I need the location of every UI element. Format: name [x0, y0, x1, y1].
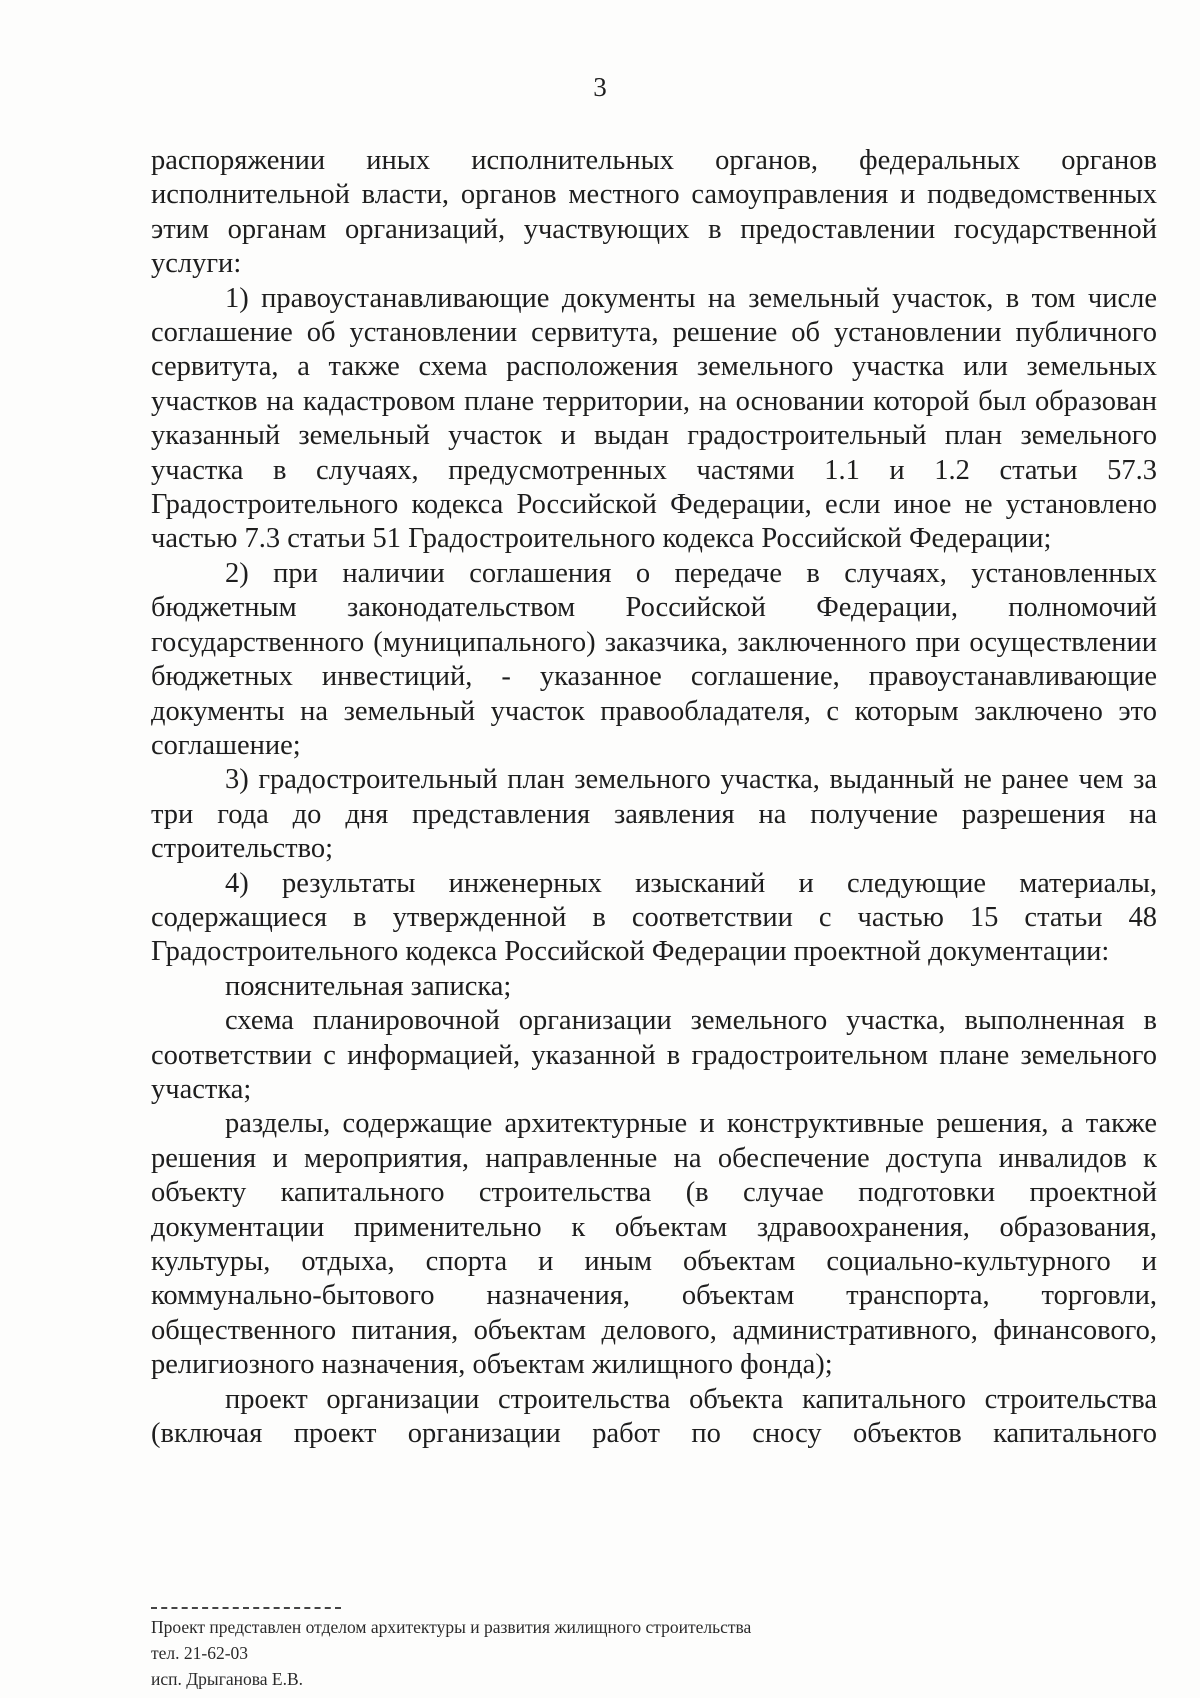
footnote-separator [151, 1607, 341, 1609]
sub-item-architectural-sections: разделы, содержащие архитектурные и конструктивные решения, а также решения и мероприятия, направленные на обеспечение доступа инвалидов к объекту капитального строительства (в случае подготовки проектной документации применительно к объектам здравоохранения, образования, культуры, отдыха, спорта и иным объектам социально-культурного и коммунально-бытового назначения, объектам транспорта, торговли, общественного питания, объектам делового, административного, финансового, религиозного назначения, объектам жилищного фонда); [151, 1108, 1157, 1381]
footnote-phone: тел. 21-62-03 [151, 1643, 249, 1663]
list-item-4: 4) результаты инженерных изысканий и следующие материалы, содержащиеся в утвержденной в соответствии с частью 15 статьи 48 Градостроительного кодекса Российской Федерации проектной документации: [151, 867, 1157, 968]
sub-item-construction-project: проект организации строительства объекта капитального строительства (включая проект организации работ по сносу объектов капитального [151, 1383, 1157, 1450]
list-item-3: 3) градостроительный план земельного участка, выданный не ранее чем за три года до дня представления заявления на получение разрешения на строительство; [151, 764, 1157, 865]
footnote [151, 1614, 1051, 1692]
page-number: 3 [593, 72, 607, 102]
sub-item-explanatory-note: пояснительная записка; [225, 970, 512, 1002]
document-body [151, 144, 1157, 1451]
list-item-1: 1) правоустанавливающие документы на земельный участок, в том числе соглашение об установлении сервитута, решение об установлении публичного сервитута, а также схема расположения земельного участка или земельных участков на кадастровом плане территории, на основании которой был образован указанный земельный участок и выдан градостроительный план земельного участка в случаях, предусмотренных частями 1.1 и 1.2 статьи 57.3 Градостроительного кодекса Российской Федерации, если иное не установлено частью 7.3 статьи 51 Градостроительного кодекса Российской Федерации; [151, 282, 1157, 555]
paragraph-continuation: распоряжении иных исполнительных органов, федеральных органов исполнительной власти, органов местного самоуправления и подведомственных этим органам организаций, участвующих в предоставлении государственной услуги: [151, 145, 1157, 280]
footnote-executor: исп. Дрыганова Е.В. [151, 1669, 304, 1689]
footnote-department: Проект представлен отделом архитектуры и развития жилищного строительства [151, 1617, 752, 1637]
list-item-2: 2) при наличии соглашения о передаче в случаях, установленных бюджетным законодательством Российской Федерации, полномочий государственного (муниципального) заказчика, заключенного при осуществлении бюджетных инвестиций, - указанное соглашение, правоустанавливающие документы на земельный участок правообладателя, с которым заключено это соглашение; [151, 557, 1157, 761]
sub-item-site-plan-scheme: схема планировочной организации земельного участка, выполненная в соответствии с информацией, указанной в градостроительном плане земельного участка; [151, 1005, 1157, 1105]
